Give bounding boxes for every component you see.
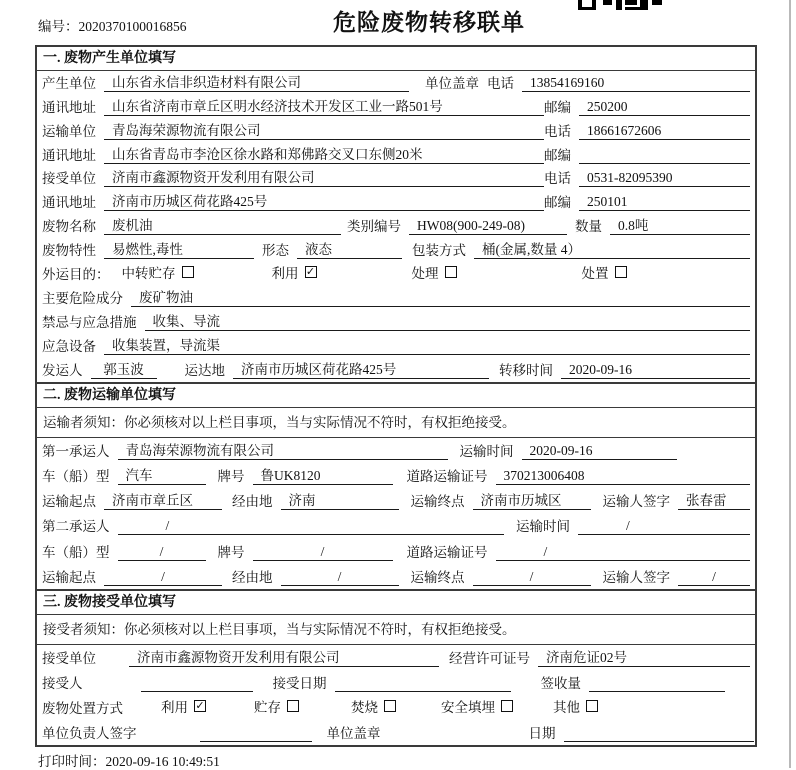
field-label: 车（船）型 bbox=[42, 468, 110, 484]
route-via-value: 济南 bbox=[281, 489, 399, 510]
field-label: 经由地 bbox=[232, 494, 273, 510]
section-transporter bbox=[37, 382, 755, 589]
row-first-carrier bbox=[37, 438, 755, 463]
field-label: 接受人 bbox=[42, 675, 83, 691]
checkbox-checked-icon bbox=[194, 700, 206, 712]
field-label: 通讯地址 bbox=[42, 195, 96, 211]
field-label: 外运目的： bbox=[42, 267, 110, 283]
field-label: 邮编 bbox=[544, 195, 571, 211]
unit-seal-label: 单位盖章 bbox=[326, 725, 381, 741]
field-label: 经营许可证号 bbox=[449, 650, 530, 666]
field-label: 运输人签字 bbox=[602, 569, 670, 585]
checkbox-label: 利用 bbox=[271, 266, 299, 282]
main-hazard-value: 废矿物油 bbox=[131, 286, 750, 307]
transporter-notice: 运输者须知：你必须核对以上栏目事项，当与实际情况不符时，有权拒绝接受。 bbox=[37, 408, 755, 438]
checkbox-icon bbox=[586, 700, 598, 712]
section-transporter-title: 二. 废物运输单位填写 bbox=[37, 384, 755, 408]
waste-property-value: 易燃性,毒性 bbox=[104, 238, 254, 259]
field-label: 牌号 bbox=[217, 468, 245, 484]
unit-seal-label: 单位盖章 bbox=[425, 75, 479, 91]
qr-code-fragment-icon bbox=[578, 0, 662, 10]
field-label: 运输起点 bbox=[42, 494, 96, 510]
option-incinerate bbox=[351, 696, 396, 716]
field-label: 邮编 bbox=[544, 99, 571, 115]
field-label: 通讯地址 bbox=[42, 99, 96, 115]
waste-form-value: 液态 bbox=[297, 238, 402, 259]
transport-date-value: 2020-09-16 bbox=[522, 443, 677, 460]
route-end-value: 济南市历城区 bbox=[473, 489, 591, 510]
field-label: 通讯地址 bbox=[42, 147, 96, 163]
checkbox-label: 利用 bbox=[161, 699, 188, 715]
row-waste-property bbox=[37, 238, 755, 262]
field-label: 牌号 bbox=[217, 544, 245, 560]
field-label: 单位负责人签字 bbox=[42, 725, 137, 741]
row-transporter-unit bbox=[37, 119, 755, 143]
field-label: 形态 bbox=[262, 243, 289, 259]
field-label: 日期 bbox=[528, 725, 556, 741]
section-receiver-title: 三. 废物接受单位填写 bbox=[37, 591, 755, 615]
row-route-2 bbox=[37, 564, 755, 589]
row-route-1 bbox=[37, 488, 755, 513]
packaging-value: 桶(金属,数量 4） bbox=[474, 238, 750, 259]
field-label: 第一承运人 bbox=[42, 443, 110, 459]
checkbox-icon bbox=[501, 700, 513, 712]
checkbox-label: 贮存 bbox=[254, 699, 281, 715]
checkbox-icon bbox=[615, 266, 627, 278]
carrier-signature-value: 张春雷 bbox=[678, 489, 750, 510]
row-receiver-address bbox=[37, 190, 755, 214]
field-label: 接受日期 bbox=[272, 675, 327, 691]
checkbox-icon bbox=[445, 266, 457, 278]
receiver-notice: 接受者须知：你必须核对以上栏目事项，当与实际情况不符时，有权拒绝接受。 bbox=[37, 615, 755, 645]
field-label: 车（船）型 bbox=[42, 544, 110, 560]
checkbox-icon bbox=[182, 266, 194, 278]
field-label: 废物名称 bbox=[42, 219, 96, 235]
row-main-hazard bbox=[37, 286, 755, 310]
row-transporter-address bbox=[37, 143, 755, 167]
row-receiver-unit bbox=[37, 167, 755, 191]
checkbox-label: 焚烧 bbox=[351, 699, 378, 715]
option-utilize bbox=[161, 696, 206, 716]
section-producer-title: 一. 废物产生单位填写 bbox=[37, 47, 755, 71]
print-time bbox=[38, 750, 220, 770]
field-label: 应急设备 bbox=[42, 338, 96, 354]
transporter-phone-value: 18661672606 bbox=[579, 123, 750, 140]
vehicle-type-2-value: / bbox=[118, 544, 206, 561]
page-edge-line bbox=[789, 0, 791, 768]
responsible-signature-value bbox=[200, 726, 312, 742]
receiver-unit-value: 济南市鑫源物资开发利用有限公司 bbox=[104, 166, 544, 187]
document-number-value: 2020370100016856 bbox=[78, 19, 187, 34]
field-label: 废物处置方式 bbox=[42, 700, 123, 716]
road-permit-value: 370213006408 bbox=[496, 468, 751, 485]
field-label: 电话 bbox=[544, 171, 571, 187]
receive-date-value bbox=[335, 676, 511, 692]
field-label: 运输终点 bbox=[410, 569, 465, 585]
field-label: 运输人签字 bbox=[602, 494, 670, 510]
destination-value: 济南市历城区荷花路425号 bbox=[233, 358, 489, 379]
field-label: 经由地 bbox=[232, 569, 273, 585]
checkbox-checked-icon bbox=[305, 266, 317, 278]
checkbox-label: 其他 bbox=[553, 699, 580, 715]
transfer-form bbox=[35, 45, 757, 747]
consignor-name-value: 郭玉波 bbox=[91, 358, 157, 379]
transporter-postcode-value bbox=[579, 148, 750, 164]
transport-date-2-value: / bbox=[578, 518, 750, 535]
field-label: 发运人 bbox=[42, 362, 83, 378]
print-time-value: 2020-09-16 10:49:51 bbox=[105, 754, 220, 769]
field-label: 道路运输证号 bbox=[406, 468, 488, 484]
row-second-carrier bbox=[37, 513, 755, 538]
producer-phone-value: 13854169160 bbox=[522, 75, 750, 92]
row-receiving-unit bbox=[37, 645, 755, 670]
row-producer-unit bbox=[37, 71, 755, 95]
field-label: 运输单位 bbox=[42, 123, 96, 139]
transporter-address-value: 山东省青岛市李沧区徐水路和郑佛路交叉口东侧20米 bbox=[104, 143, 544, 164]
checkbox-icon bbox=[287, 700, 299, 712]
checkbox-label: 中转贮存 bbox=[121, 266, 176, 282]
route-via-2-value: / bbox=[281, 569, 399, 586]
carrier-signature-2-value: / bbox=[678, 569, 750, 586]
field-label: 主要危险成分 bbox=[42, 290, 123, 306]
receiver-phone-value: 0531-82095390 bbox=[579, 170, 750, 187]
producer-postcode-value: 250200 bbox=[579, 99, 750, 116]
checkbox-label: 处置 bbox=[581, 266, 609, 282]
checkbox-label: 处理 bbox=[411, 266, 439, 282]
field-label: 第二承运人 bbox=[42, 519, 110, 535]
option-other bbox=[553, 696, 598, 716]
producer-unit-value: 山东省永信非织造材料有限公司 bbox=[104, 71, 409, 92]
checkmark: ✓ bbox=[305, 265, 316, 279]
document-number-label: 编号： bbox=[38, 19, 79, 34]
receiver-address-value: 济南市历城区荷花路425号 bbox=[104, 190, 544, 211]
waste-quantity-value: 0.8吨 bbox=[610, 214, 750, 235]
field-label: 电话 bbox=[544, 123, 571, 139]
checkbox-icon bbox=[384, 700, 396, 712]
field-label: 运达地 bbox=[184, 362, 225, 378]
field-label: 产生单位 bbox=[42, 75, 96, 91]
waste-code-value: HW08(900-249-08) bbox=[409, 218, 567, 235]
row-vehicle-1 bbox=[37, 463, 755, 488]
field-label: 转移时间 bbox=[499, 362, 553, 378]
transfer-date-value: 2020-09-16 bbox=[561, 362, 750, 379]
section-receiver bbox=[37, 589, 755, 745]
row-responsible-signature bbox=[37, 720, 755, 745]
print-time-label: 打印时间： bbox=[38, 754, 106, 769]
receiver-person-value bbox=[141, 676, 253, 692]
field-label: 包装方式 bbox=[412, 243, 466, 259]
field-label: 运输起点 bbox=[42, 569, 96, 585]
option-treat bbox=[412, 262, 457, 282]
route-end-2-value: / bbox=[473, 569, 591, 586]
route-origin-2-value: / bbox=[104, 569, 222, 586]
field-label: 禁忌与应急措施 bbox=[42, 314, 137, 330]
field-label: 邮编 bbox=[544, 147, 571, 163]
waste-name-value: 废机油 bbox=[104, 214, 341, 235]
field-label: 运输终点 bbox=[410, 494, 465, 510]
option-landfill bbox=[441, 696, 513, 716]
checkbox-label: 安全填埋 bbox=[441, 699, 495, 715]
plate-number-value: 鲁UK8120 bbox=[253, 464, 393, 485]
field-label: 接受单位 bbox=[42, 650, 96, 666]
emergency-equipment-value: 收集装置，导流渠 bbox=[104, 334, 750, 355]
field-label: 废物特性 bbox=[42, 243, 96, 259]
row-consignor bbox=[37, 358, 755, 382]
vehicle-type-value: 汽车 bbox=[118, 464, 206, 485]
checkmark: ✓ bbox=[195, 698, 205, 712]
license-number-value: 济南危证02号 bbox=[538, 646, 750, 667]
option-utilize bbox=[272, 262, 317, 282]
option-dispose bbox=[582, 262, 627, 282]
section-producer bbox=[37, 47, 755, 382]
received-quantity-value bbox=[589, 676, 725, 692]
row-disposal-method bbox=[37, 695, 755, 720]
row-waste-name bbox=[37, 214, 755, 238]
field-label: 类别编号 bbox=[347, 219, 401, 235]
field-label: 电话 bbox=[487, 75, 514, 91]
field-label: 签收量 bbox=[540, 675, 581, 691]
row-emergency-measures bbox=[37, 310, 755, 334]
second-carrier-value: / bbox=[118, 518, 505, 535]
option-transit-storage bbox=[122, 262, 194, 282]
row-emergency-equipment bbox=[37, 334, 755, 358]
row-receiver-person bbox=[37, 670, 755, 695]
route-origin-value: 济南市章丘区 bbox=[104, 489, 222, 510]
field-label: 运输时间 bbox=[459, 443, 514, 459]
plate-number-2-value: / bbox=[253, 544, 393, 561]
field-label: 运输时间 bbox=[516, 519, 570, 535]
first-carrier-value: 青岛海荣源物流有限公司 bbox=[118, 439, 448, 460]
row-transfer-purpose bbox=[37, 262, 755, 286]
field-label: 接受单位 bbox=[42, 171, 96, 187]
receiving-unit-value: 济南市鑫源物资开发利用有限公司 bbox=[129, 646, 439, 667]
transporter-unit-value: 青岛海荣源物流有限公司 bbox=[104, 119, 544, 140]
field-label: 道路运输证号 bbox=[406, 544, 488, 560]
row-vehicle-2 bbox=[37, 538, 755, 563]
producer-address-value: 山东省济南市章丘区明水经济技术开发区工业一路501号 bbox=[104, 95, 544, 116]
option-store bbox=[254, 696, 299, 716]
receiver-postcode-value: 250101 bbox=[579, 194, 750, 211]
field-label: 数量 bbox=[575, 219, 602, 235]
row-producer-address bbox=[37, 95, 755, 119]
page-title: 危险废物转移联单 bbox=[333, 10, 525, 35]
date-value bbox=[564, 726, 754, 742]
emergency-measures-value: 收集、导流 bbox=[145, 310, 751, 331]
road-permit-2-value: / bbox=[496, 544, 751, 561]
